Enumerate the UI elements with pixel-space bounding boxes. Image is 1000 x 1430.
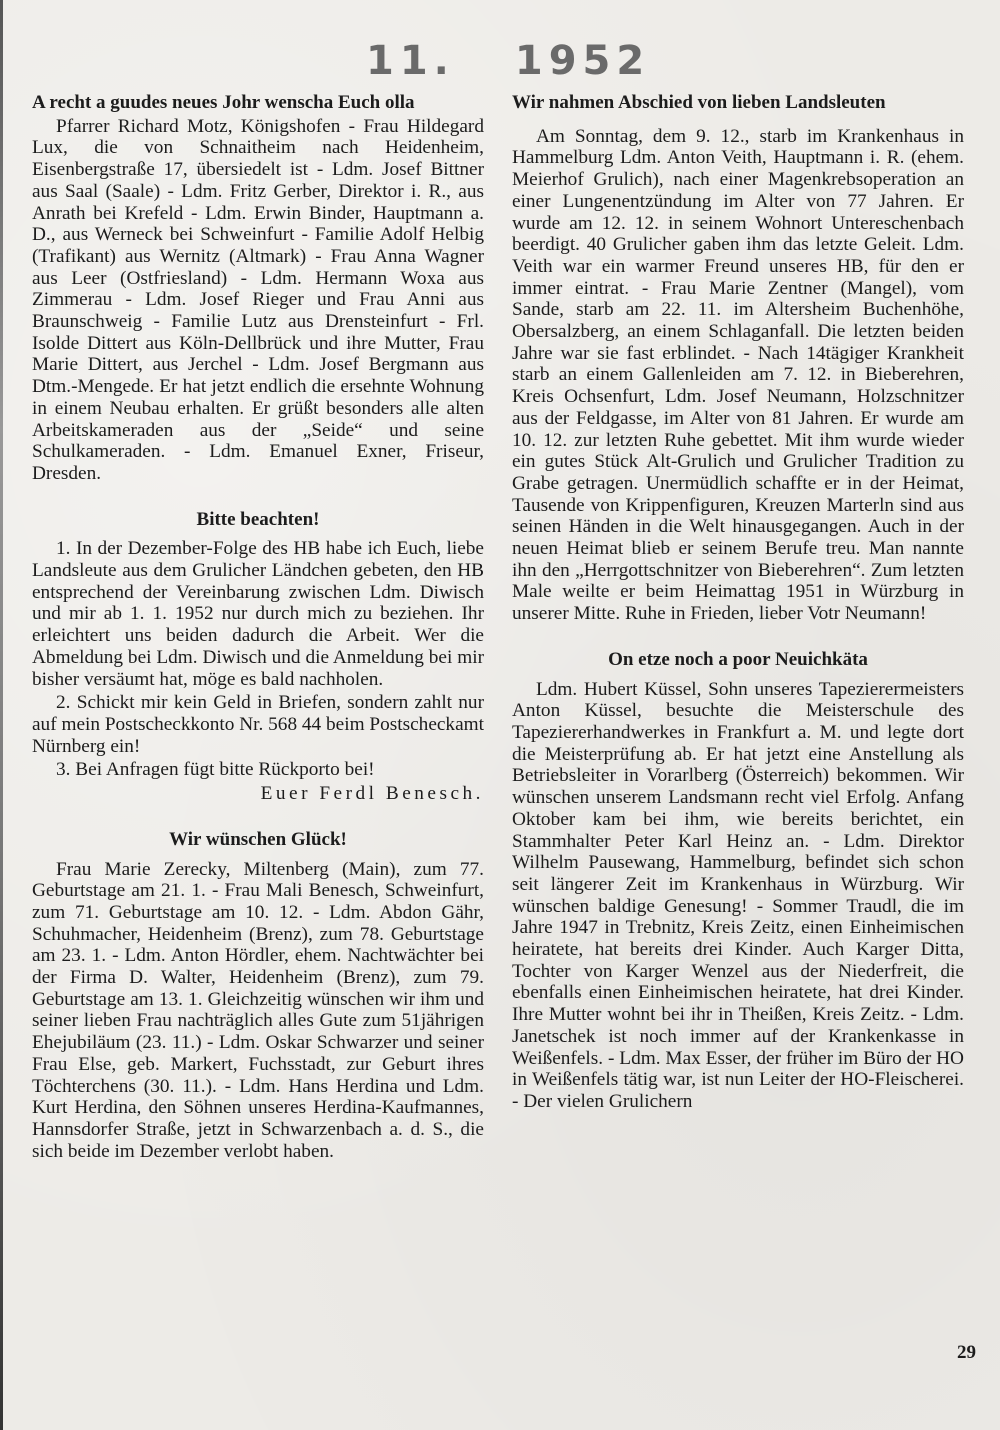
section-new-year-greetings <box>32 92 484 485</box>
section-congratulations <box>32 829 484 1163</box>
section-bitte-beachten <box>32 509 484 805</box>
section-news <box>512 649 964 1113</box>
section-body: Ldm. Hubert Küssel, Sohn unseres Tapezierermeisters Anton Küssel, besuchte die Meisterschule des Tapeziererhandwerkes in Frankfurt a. M. und legte dort die Meisterprüfung ab. Er hat jetzt eine Anstellung als Betriebsleiter in Vorarlberg (Österreich) bekommen. Wir wünschen unserem Landsmann recht viel Erfolg. Anfang Oktober kam bei ihm, wie bereits berichtet, ein Stammhalter Peter Karl Heinz an. - Ldm. Direktor Wilhelm Pausewang, Hammelburg, befindet sich schon seit längerer Zeit im Krankenhaus in Würzburg. Wir wünschen baldige Genesung! - Sommer Traudl, die im Jahre 1947 in Trebnitz, Kreis Zeitz, einen Einheimischen heiratete, hat bereits drei Kinder. Auch Karger Ditta, Tochter von Karger Wenzel aus der Niederfreit, die ebenfalls einen Einheimischen heiratete, hat drei Kinder. Ihre Mutter wohnt bei ihr in Theißen, Kreis Zeitz. - Ldm. Janetschek ist noch immer auf der Krankenkasse in Weißenfels. - Ldm. Max Esser, der früher im Büro der HO in Weißenfels tätig war, ist nun Leiter der HO-Fleischerei. - Der vielen Grulichern <box>512 678 964 1112</box>
left-column <box>32 92 484 1162</box>
section-obituaries <box>512 92 964 625</box>
page-number: 29 <box>957 1342 976 1363</box>
notice-item: 1. In der Dezember-Folge des HB habe ich Euch, liebe Landsleute aus dem Grulicher Ländchen gebeten, den HB entsprechend der Vereinbarung zwischen Ldm. Diwisch und mir ab 1. 1. 1952 nur durch mich zu beziehen. Ihr erleichtert uns beiden dadurch die Arbeit. Wer die Abmeldung bei Ldm. Diwisch und die Anmeldung bei mir bisher versäumt hat, möge es bald nachholen. <box>32 538 484 690</box>
notice-item: 3. Bei Anfragen fügt bitte Rückporto bei! <box>56 759 375 781</box>
issue-stamp <box>366 38 650 84</box>
section-heading: Bitte beachten! <box>196 508 320 530</box>
stamp-issue-number: 11. <box>366 38 455 84</box>
section-heading: Wir nahmen Abschied von lieben Landsleuten <box>512 92 886 113</box>
right-column <box>512 92 964 1113</box>
section-heading: Wir wünschen Glück! <box>169 828 347 850</box>
scan-edge <box>0 0 3 1430</box>
section-body: Am Sonntag, dem 9. 12., starb im Krankenhaus in Hammelburg Ldm. Anton Veith, Hauptmann i. R. (ehem. Meierhof Grulich), nach einer Magenkrebsoperation an einer Lungenentzündung im Alter von 77 Jahren. Er wurde am 12. 12. in seinem Wohnort Untereschenbach beerdigt. 40 Grulicher gaben ihm das letzte Geleit. Ldm. Veith war ein warmer Freund unseres HB, für den er immer eintrat. - Frau Marie Zentner (Mangel), vom Sande, starb am 22. 11. im Altersheim Buchenhöhe, Obersalzberg, an einem Schlaganfall. Die letzten beiden Jahre war sie fast erblindet. - Nach 14tägiger Krankheit starb an einem Gallenleiden am 7. 12. in Bieberehren, Kreis Ochsenfurt, Ldm. Josef Neumann, Holzschnitzer aus der Feldgasse, im Alter von 81 Jahren. Er wurde am 10. 12. zur letzten Ruhe gebettet. Mit ihm wurde wieder ein gutes Stück Alt-Grulich und Grulicher Tradition zu Grabe getragen. Unermüdlich schaffte er in der Heimat, Tausende von Krippenfiguren, Kreuzen Marterln sind aus seinen Händen in die Welt hinausgegangen. Auch in der neuen Heimat blieb er seinem Berufe treu. Man nannte ihn den „Herrgottschnitzer von Bieberehren“. Zum letzten Male weilte er beim Heimattag 1951 in Würzburg in unserer Mitte. Ruhe in Frieden, lieber Votr Neumann! <box>512 125 964 625</box>
section-body: Frau Marie Zerecky, Miltenberg (Main), zum 77. Geburtstage am 21. 1. - Frau Mali Benesch, Schweinfurt, zum 71. Geburtstage am 10. 12. - Ldm. Abdon Gähr, Schuhmacher, Heidenheim (Brenz), zum 78. Geburtstage am 23. 1. - Ldm. Anton Hördler, ehem. Nachtwächter bei der Firma D. Walter, Heidenheim (Brenz), zum 79. Geburtstage am 13. 1. Gleichzeitig wünschen wir ihm und seiner lieben Frau nachträglich alles Gute zum 51jährigen Ehejubiläum (23. 11.) - Ldm. Oskar Schwarzer und seiner Frau Else, geb. Markert, Fuchsstadt, zur Geburt ihres Töchterchens (30. 11.). - Ldm. Hans Herdina und Ldm. Kurt Herdina, den Söhnen unseres Herdina-Kaufmannes, Hannsdorfer Straße, jetzt in Schwarzenbach a. d. S., die sich beide im Dezember verlobt haben. <box>32 858 484 1162</box>
signature: Euer Ferdl Benesch. <box>260 783 484 805</box>
notice-item: 2. Schickt mir kein Geld in Briefen, sondern zahlt nur auf mein Postscheckkonto Nr. 568 44 beim Postscheckamt Nürnberg ein! <box>32 692 484 757</box>
section-heading: On etze noch a poor Neuichkäta <box>608 648 868 670</box>
section-body: Pfarrer Richard Motz, Königshofen - Frau Hildegard Lux, die von Schnaitheim nach Heidenheim, Eisenbergstraße 17, übersiedelt ist - Ldm. Josef Bittner aus Saal (Saale) - Ldm. Fritz Gerber, Direktor i. R., aus Anrath bei Krefeld - Ldm. Erwin Binder, Hauptmann a. D., aus Werneck bei Schweinfurt - Familie Adolf Helbig (Trafikant) aus Wernitz (Altmark) - Frau Anna Wagner aus Leer (Ostfriesland) - Ldm. Hermann Woxa aus Zimmerau - Ldm. Josef Rieger und Frau Anni aus Braunschweig - Familie Lutz aus Drensteinfurt - Frl. Isolde Dittert aus Köln-Dellbrück und ihre Mutter, Frau Marie Dittert, aus Jerchel - Ldm. Josef Bergmann aus Dtm.-Mengede. Er hat jetzt endlich die ersehnte Wohnung in einem Neubau erhalten. Er grüßt besonders alle alten Arbeitskameraden aus der „Seide“ und seine Schulkameraden. - Ldm. Emanuel Exner, Friseur, Dresden. <box>32 115 484 484</box>
stamp-year: 1952 <box>514 38 651 84</box>
section-heading: A recht a guudes neues Johr wenscha Euch olla <box>32 92 415 113</box>
